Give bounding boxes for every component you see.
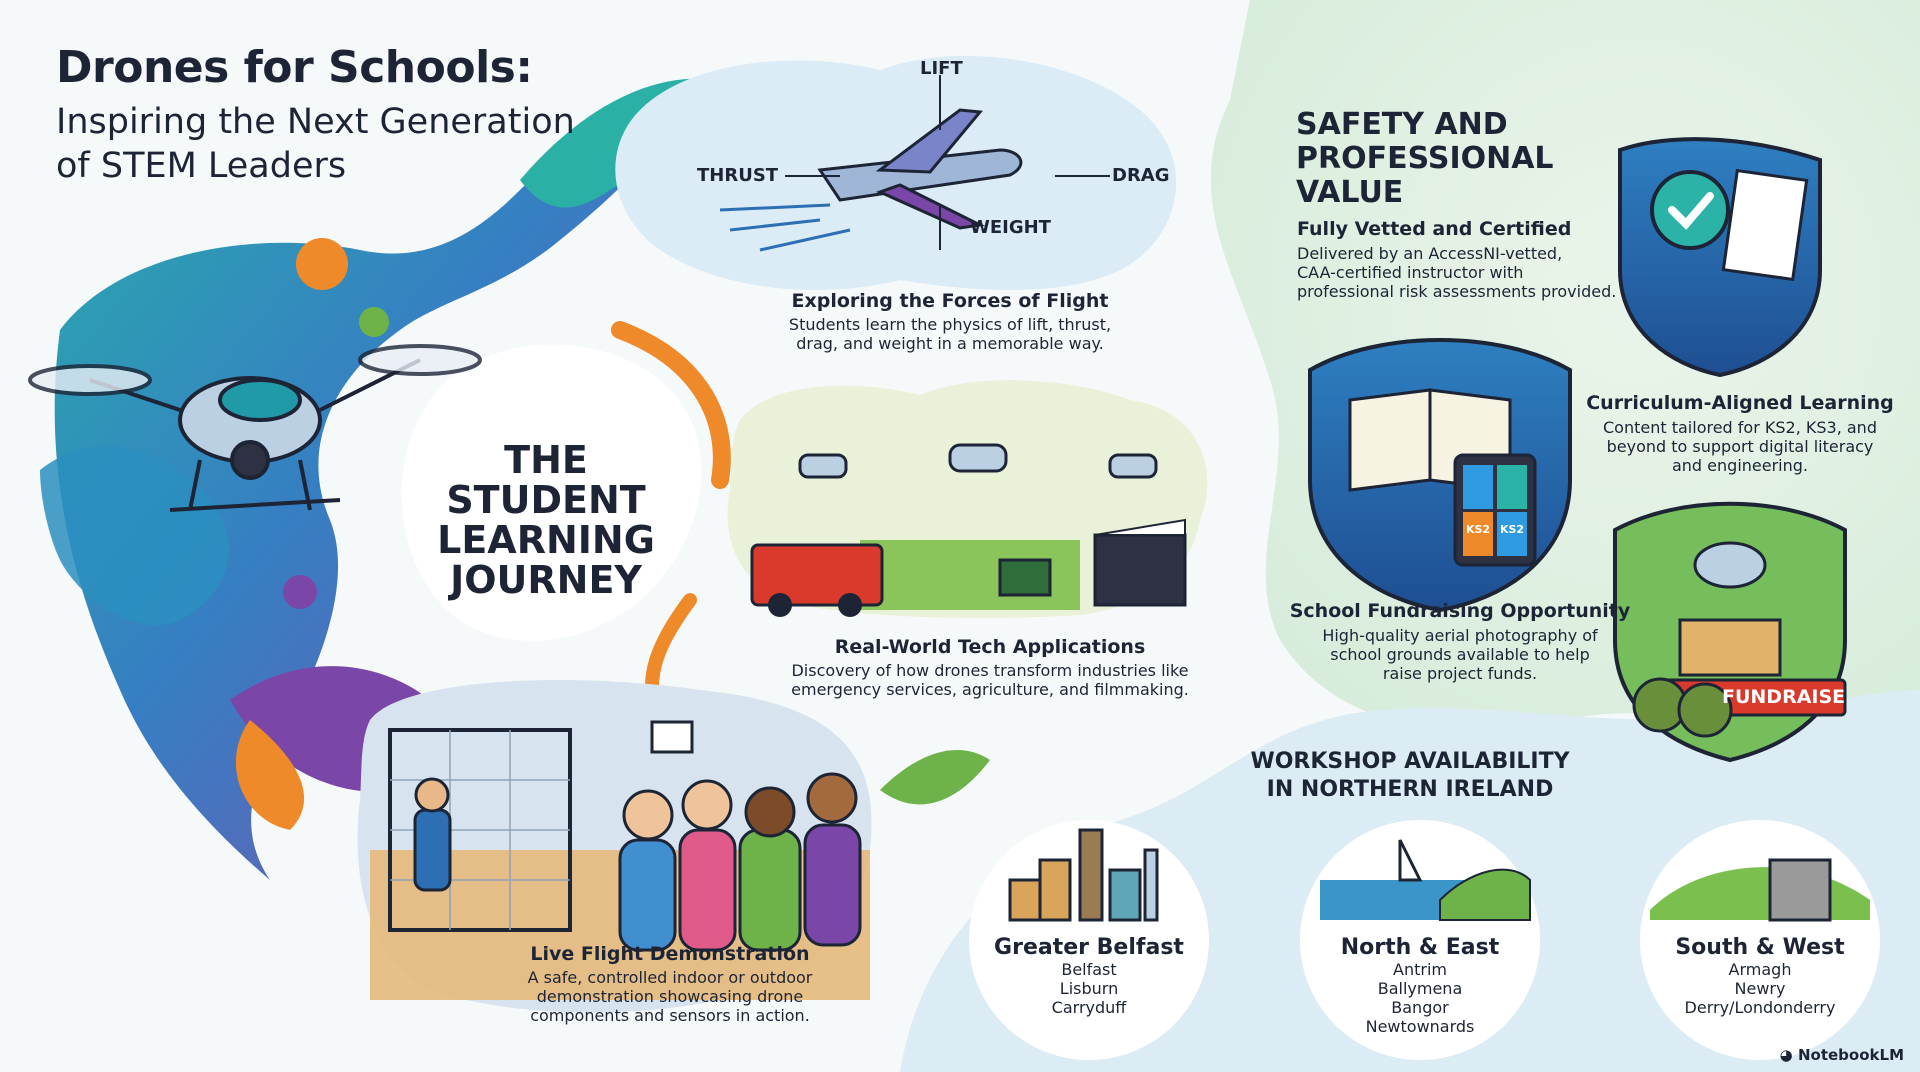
region-north-east: North & East Antrim Ballymena Bangor Newtownards <box>1310 935 1530 1036</box>
dot-purple <box>283 575 317 609</box>
region-town: Antrim <box>1393 960 1447 979</box>
journey-heading: THE STUDENT LEARNING JOURNEY <box>437 438 655 602</box>
region-town: Derry/Londonderry <box>1684 998 1836 1017</box>
tractor <box>1000 560 1050 595</box>
ks-badge-1: KS2 <box>1465 523 1491 536</box>
clapperboard <box>1095 535 1185 605</box>
region-south-west: South & West Armagh Newry Derry/Londonderry <box>1650 935 1870 1017</box>
step-demo-title: Live Flight Demonstration <box>530 943 810 965</box>
region-town: Bangor <box>1391 998 1449 1017</box>
notebooklm-icon: ◕ <box>1779 1046 1793 1064</box>
cert-badge <box>1652 172 1728 248</box>
region-town: Ballymena <box>1377 979 1463 998</box>
availability-heading: WORKSHOP AVAILABILITY IN NORTHERN IRELAND <box>1250 749 1570 802</box>
region-town: Armagh <box>1728 960 1792 979</box>
notebooklm-logo: ◕ NotebookLM <box>1779 1046 1904 1064</box>
region-town: Carryduff <box>1051 998 1127 1017</box>
dot-orange <box>296 238 348 290</box>
region-town: Lisburn <box>1059 979 1119 998</box>
ks-badge-2: KS2 <box>1499 523 1525 536</box>
safety-item-vetted: Fully Vetted and Certified Delivered by an AccessNI-vetted, CAA-certified instructor with professional risk assessments provided. <box>1297 218 1617 301</box>
step-applications <box>760 636 1220 699</box>
safety-item-fundraising: School Fundraising Opportunity High-quality aerial photography of school grounds available to help raise project funds. <box>1289 600 1631 683</box>
force-weight: WEIGHT <box>970 217 1051 238</box>
instructor <box>415 810 450 890</box>
safety-heading: SAFETY AND PROFESSIONAL VALUE <box>1296 107 1554 210</box>
step-forces-title: Exploring the Forces of Flight <box>791 290 1109 312</box>
page-subtitle: Inspiring the Next Generation of STEM Leaders <box>56 102 575 186</box>
fire-truck <box>752 545 882 605</box>
region-greater-belfast: Greater Belfast Belfast Lisburn Carryduff <box>979 935 1199 1017</box>
dot-green <box>359 307 389 337</box>
region-town: Newtownards <box>1365 1017 1475 1036</box>
safety-item-curriculum: Curriculum-Aligned Learning Content tailored for KS2, KS3, and beyond to support digital literacy and engineering. <box>1586 392 1894 475</box>
force-thrust: THRUST <box>697 165 779 186</box>
step-applications-title: Real-World Tech Applications <box>834 636 1146 658</box>
fundraise-drone <box>1695 543 1765 587</box>
swirl-green <box>880 750 990 804</box>
fundraise-banner: FUNDRAISE <box>1722 686 1846 708</box>
certificate <box>1723 171 1806 280</box>
page-title: Drones for Schools: <box>56 42 533 93</box>
step-forces <box>750 290 1150 353</box>
force-lift: LIFT <box>920 58 963 79</box>
step-forces-body: Students learn the physics of lift, thrust, drag, and weight in a memorable way. <box>788 315 1112 353</box>
step-demo <box>470 943 870 1025</box>
basketball-hoop <box>652 722 692 752</box>
region-town: Belfast <box>1061 960 1117 979</box>
school-building <box>1680 620 1780 675</box>
step-applications-body: Discovery of how drones transform industries like emergency services, agriculture, and filmmaking. <box>791 661 1189 699</box>
step-demo-body: A safe, controlled indoor or outdoor demonstration showcasing drone components and sensors in action. <box>527 968 813 1025</box>
force-drag: DRAG <box>1112 165 1170 186</box>
region-town: Newry <box>1734 979 1786 998</box>
